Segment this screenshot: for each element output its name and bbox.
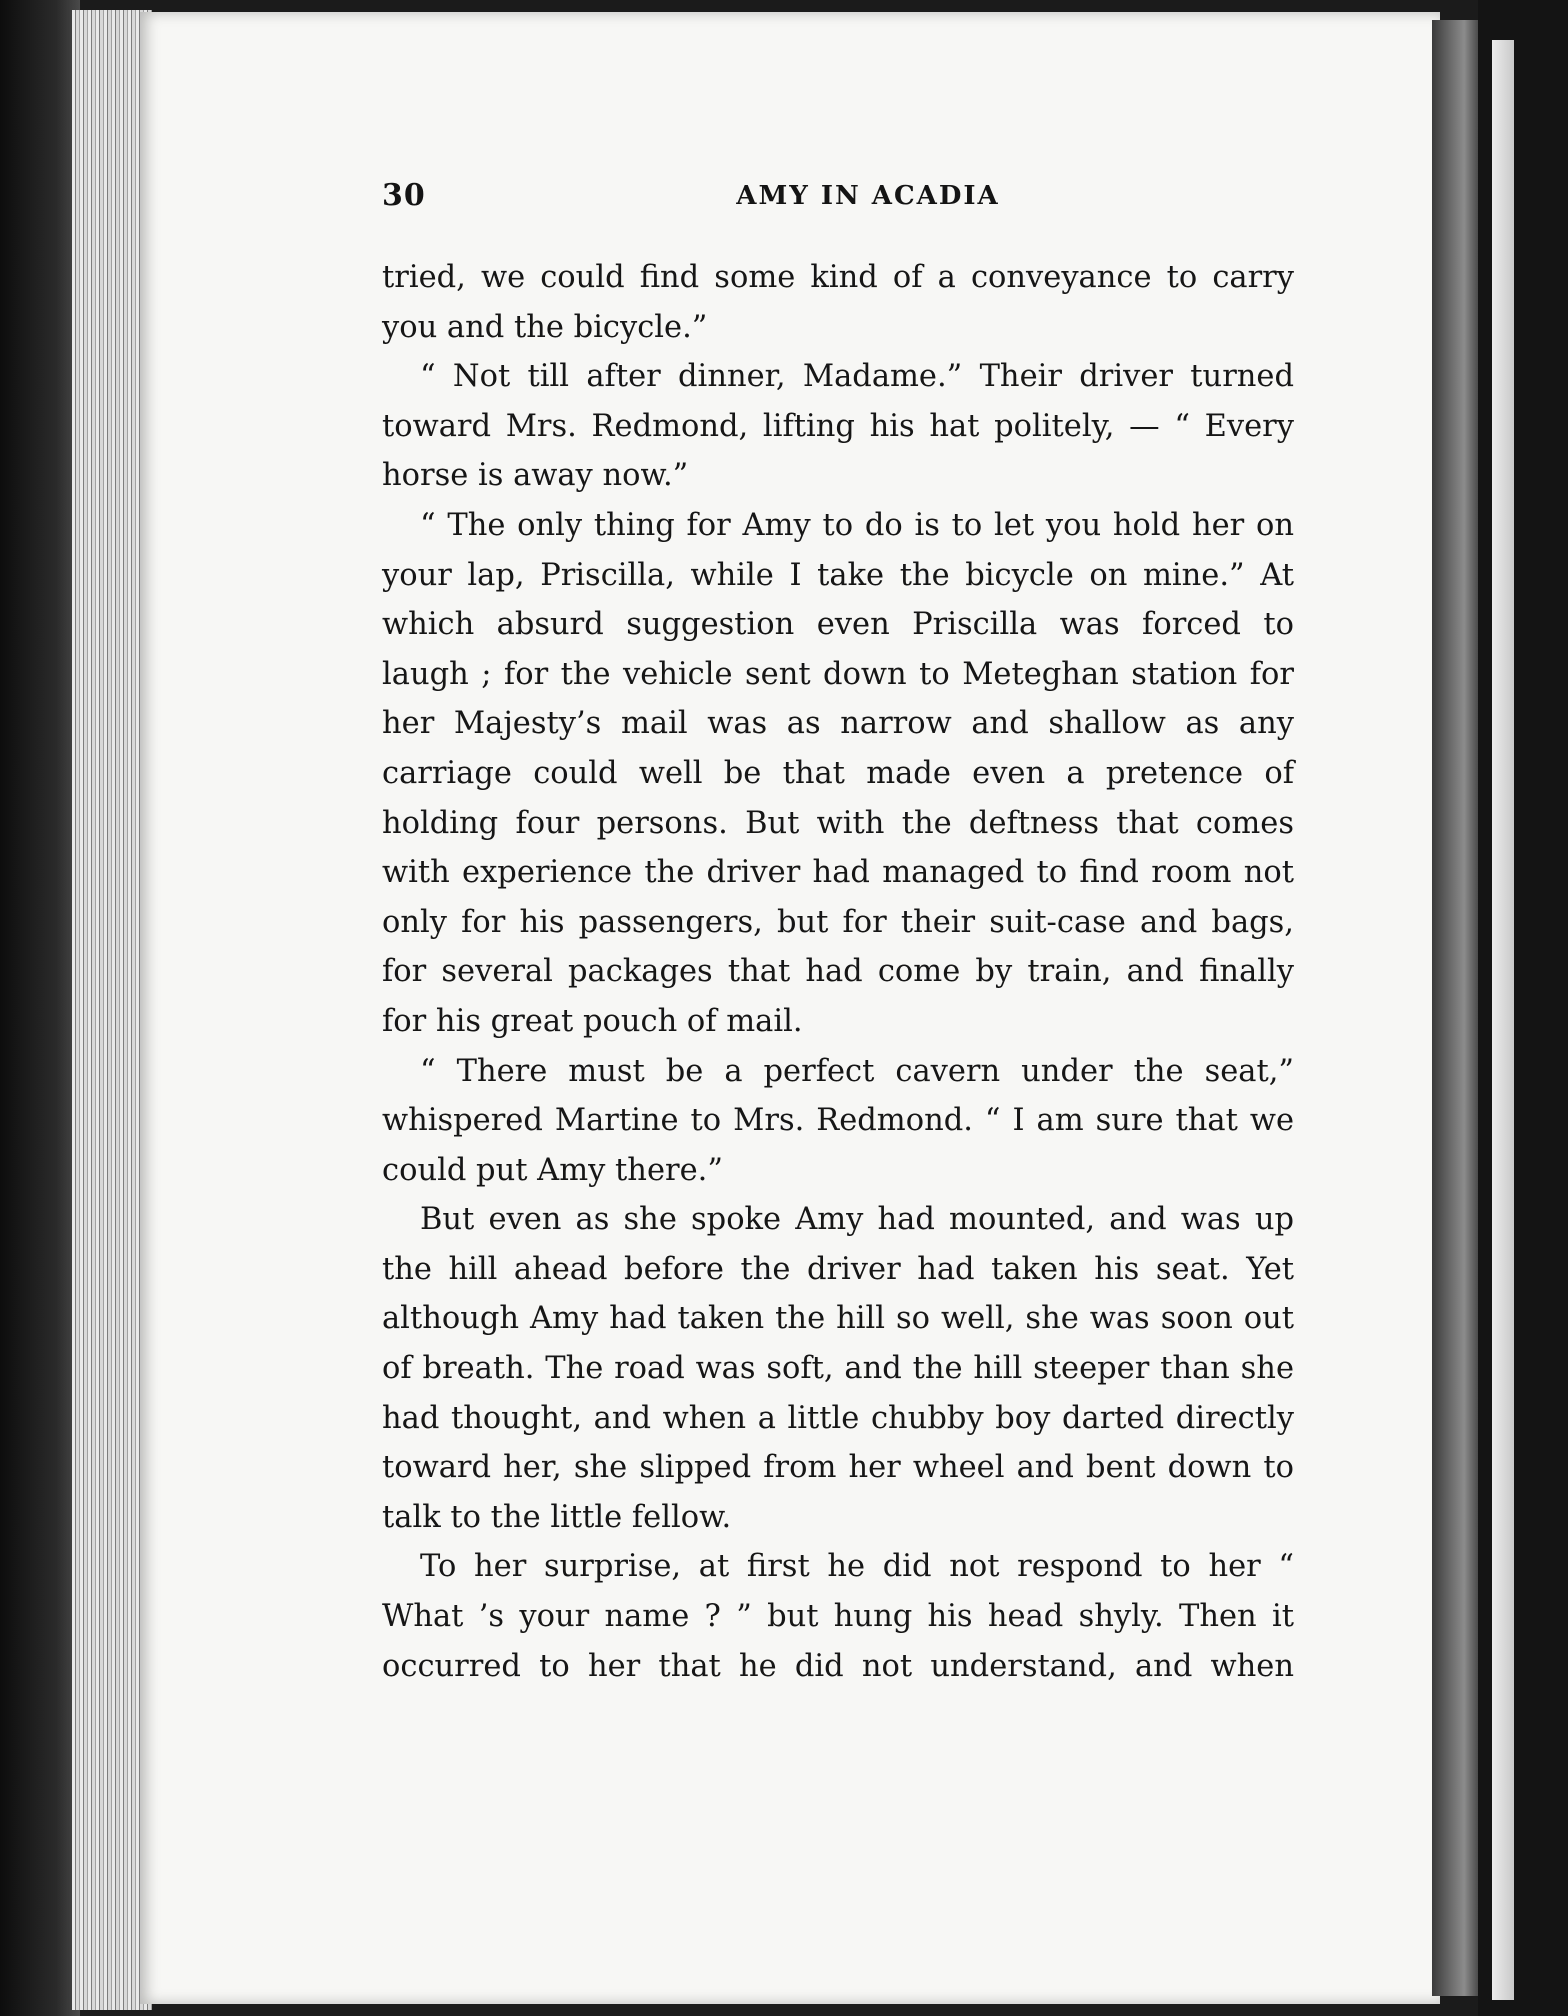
page-header: [382, 178, 1294, 228]
paragraph: “ The only thing for Amy to do is to let you hold her on your lap, Priscilla, while I take the bicycle on mine.” At which absurd suggestion even Priscilla was forced to laugh ; for the vehicle sent down to Meteghan station for her Majesty’s mail was as narrow and shallow as any carriage could well be that made even a pretence of holding four persons. But with the deftness that comes with experience the driver had managed to find room not only for his passengers, but for their suit-case and bags, for several packages that had come by train, and finally for his great pouch of mail.: [382, 507, 1294, 1039]
paragraph: To her surprise, at first he did not respond to her “ What ’s your name ? ” but hung his head shyly. Then it occurred to her that he did not understand, and when: [382, 1549, 1294, 1684]
left-dark-margin: [0, 0, 80, 2016]
facing-page-edge: [1492, 40, 1514, 2000]
page-number: 30: [382, 178, 426, 213]
paragraph: “ Not till after dinner, Madame.” Their driver turned toward Mrs. Redmond, lifting his hat politely, — “ Every horse is away now.”: [382, 359, 1294, 494]
running-head: AMY IN ACADIA: [736, 181, 1000, 211]
paragraph: But even as she spoke Amy had mounted, and was up the hill ahead before the driver had taken his seat. Yet although Amy had taken the hill so well, she was soon out of breath. The road was soft, and the hill steeper than she had thought, and when a little chubby boy darted directly toward her, she slipped from her wheel and bent down to talk to the little fellow.: [382, 1202, 1294, 1535]
gutter-shadow: [1432, 20, 1478, 1996]
paragraph: tried, we could find some kind of a conveyance to carry you and the bicycle.”: [382, 260, 1294, 345]
paragraph: “ There must be a perfect cavern under the seat,” whispered Martine to Mrs. Redmond. “ I am sure that we could put Amy there.”: [382, 1053, 1294, 1188]
body-text: [382, 253, 1294, 1691]
